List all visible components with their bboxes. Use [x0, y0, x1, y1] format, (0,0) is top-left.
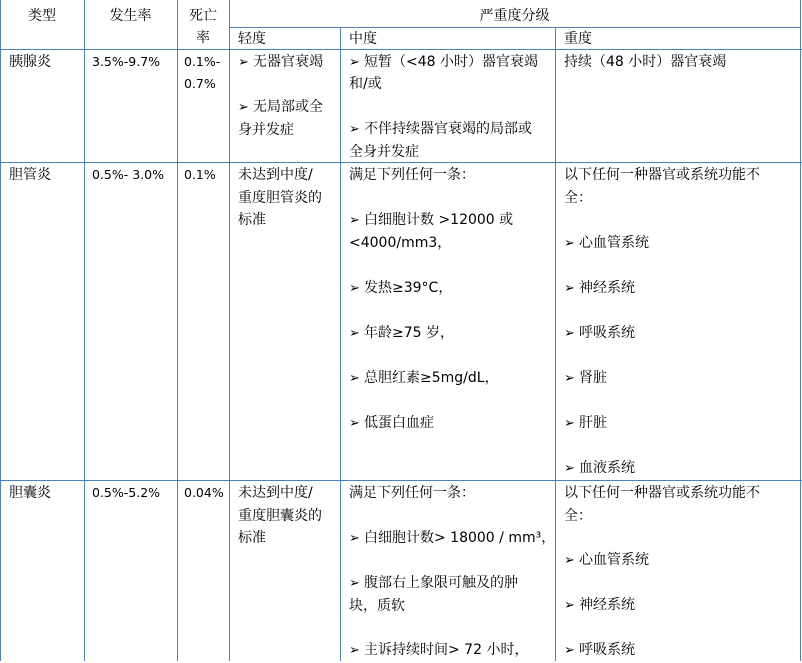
cell-type-pancreatitis: 胰腺炎	[9, 54, 51, 70]
severe-item: ➢ 神经系统	[564, 277, 635, 301]
arrow-bullet-icon: ➢	[349, 416, 360, 431]
moderate-item: ➢ 腹部右上象限可触及的肿	[349, 572, 518, 596]
moderate-item: 满足下列任何一条：	[349, 167, 475, 183]
header-severity: 严重度分级	[479, 8, 550, 24]
arrow-bullet-icon: ➢	[349, 643, 360, 658]
header-mild: 轻度	[238, 31, 266, 47]
severe-item: ➢ 肾脏	[564, 367, 607, 391]
cell-incidence: 0.5%- 3.0%	[92, 167, 164, 182]
arrow-bullet-icon: ➢	[349, 576, 360, 591]
moderate-item-cont: 全身并发症	[349, 144, 419, 160]
table-border	[177, 0, 178, 661]
arrow-bullet-icon: ➢	[564, 236, 575, 251]
table-border	[555, 27, 556, 661]
arrow-bullet-icon: ➢	[349, 122, 360, 137]
arrow-bullet-icon: ➢	[238, 55, 249, 70]
table-border	[0, 49, 802, 50]
table-border	[0, 480, 802, 481]
arrow-bullet-icon: ➢	[349, 371, 360, 386]
moderate-item: ➢ 年龄≥75 岁，	[349, 322, 454, 346]
moderate-item: 满足下列任何一条：	[349, 485, 475, 501]
header-incidence: 发生率	[109, 8, 152, 24]
arrow-bullet-icon: ➢	[564, 281, 575, 296]
moderate-item-cont: 和/或	[349, 76, 382, 92]
severe-item: ➢ 呼吸系统	[564, 639, 635, 663]
moderate-item: ➢ 短暂（<48 小时）器官衰竭	[349, 51, 538, 75]
mild-item: 重度胆管炎的	[238, 190, 322, 206]
moderate-item: ➢ 低蛋白血症	[349, 412, 434, 436]
header-severe: 重度	[564, 31, 592, 47]
table-border	[84, 0, 85, 661]
cell-incidence: 0.5%-5.2%	[92, 485, 161, 500]
mild-item: 重度胆囊炎的	[238, 508, 322, 524]
severe-item: 以下任何一种器官或系统功能不	[564, 167, 760, 183]
arrow-bullet-icon: ➢	[564, 416, 575, 431]
severe-item: 持续（48 小时）器官衰竭	[564, 54, 727, 70]
severe-item-cont: 全：	[564, 508, 592, 524]
mild-item: 标准	[238, 212, 266, 228]
severe-item-cont: 全：	[564, 190, 592, 206]
table-border	[340, 27, 341, 661]
cell-incidence: 3.5%-9.7%	[92, 54, 161, 69]
moderate-item: ➢ 发热≥39°C，	[349, 277, 452, 301]
moderate-item-cont: <4000/mm3，	[349, 235, 452, 251]
moderate-item: ➢ 白细胞计数> 18000 / mm³，	[349, 527, 555, 551]
header-type: 类型	[28, 8, 56, 24]
moderate-item: ➢ 白细胞计数 >12000 或	[349, 209, 513, 233]
table-border	[800, 0, 801, 661]
severe-item: ➢ 神经系统	[564, 594, 635, 618]
cell-type-cholecystitis: 胆囊炎	[9, 485, 51, 501]
cell-mortality: 0.1%-	[184, 54, 221, 69]
arrow-bullet-icon: ➢	[564, 643, 575, 658]
table-border	[229, 0, 230, 661]
severe-item: ➢ 呼吸系统	[564, 322, 635, 346]
arrow-bullet-icon: ➢	[349, 213, 360, 228]
mild-item: ➢ 无器官衰竭	[238, 51, 323, 75]
arrow-bullet-icon: ➢	[564, 371, 575, 386]
arrow-bullet-icon: ➢	[564, 326, 575, 341]
severe-item: ➢ 心血管系统	[564, 232, 649, 256]
arrow-bullet-icon: ➢	[349, 531, 360, 546]
cell-mortality: 0.1%	[184, 167, 216, 182]
severe-item: ➢ 血液系统	[564, 457, 635, 481]
arrow-bullet-icon: ➢	[349, 326, 360, 341]
header-mortality-line2: 率	[196, 30, 210, 46]
moderate-item: ➢ 总胆红素≥5mg/dL，	[349, 367, 499, 391]
moderate-item: ➢ 不伴持续器官衰竭的局部或	[349, 118, 532, 142]
severe-item: 以下任何一种器官或系统功能不	[564, 485, 760, 501]
severe-item: ➢ 心血管系统	[564, 549, 649, 573]
arrow-bullet-icon: ➢	[564, 461, 575, 476]
mild-item: 未达到中度/	[238, 167, 313, 183]
moderate-item-cont: 块，质软	[349, 598, 405, 614]
cell-type-cholangitis: 胆管炎	[9, 167, 51, 183]
header-moderate: 中度	[349, 31, 377, 47]
arrow-bullet-icon: ➢	[349, 281, 360, 296]
arrow-bullet-icon: ➢	[349, 55, 360, 70]
table-border	[0, 0, 1, 661]
mild-item: 标准	[238, 530, 266, 546]
cell-mortality: 0.7%	[184, 76, 216, 91]
cell-mortality: 0.04%	[184, 485, 224, 500]
arrow-bullet-icon: ➢	[238, 100, 249, 115]
arrow-bullet-icon: ➢	[564, 553, 575, 568]
moderate-item: ➢ 主诉持续时间> 72 小时，	[349, 639, 528, 663]
arrow-bullet-icon: ➢	[564, 598, 575, 613]
mild-item: 未达到中度/	[238, 485, 313, 501]
header-mortality-line1: 死亡	[189, 8, 217, 24]
severe-item: ➢ 肝脏	[564, 412, 607, 436]
mild-item: ➢ 无局部或全	[238, 96, 323, 120]
mild-item-cont: 身并发症	[238, 122, 294, 138]
